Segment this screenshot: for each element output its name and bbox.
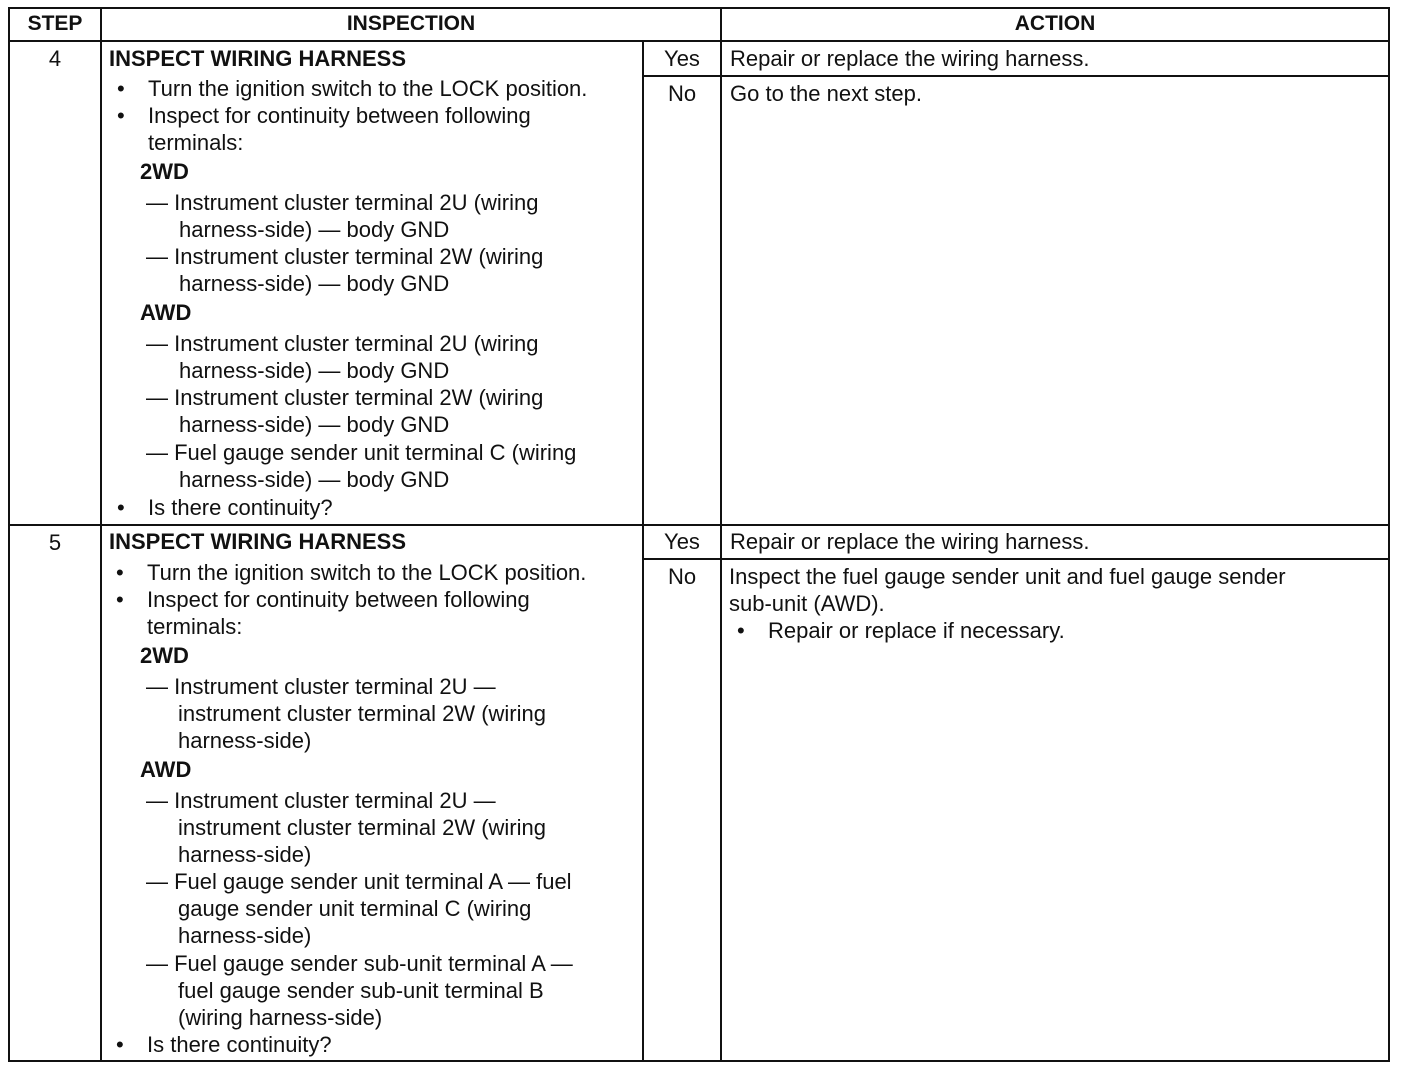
- terminal-item: harness-side) — body GND: [179, 217, 450, 242]
- diagnostic-table: [8, 7, 1390, 1062]
- table-border-top: [8, 7, 1390, 9]
- terminal-item: gauge sender unit terminal C (wiring: [178, 896, 532, 921]
- yes-label: Yes: [664, 529, 700, 554]
- header-divider: [8, 40, 1390, 42]
- inspection-bullet: • Inspect for continuity between following: [148, 102, 531, 129]
- subheading-awd: AWD: [140, 757, 192, 782]
- step-number: 4: [48, 46, 62, 71]
- terminal-item: harness-side) — body GND: [179, 467, 450, 492]
- table-border-bottom: [8, 1060, 1390, 1062]
- header-inspection: INSPECTION: [346, 12, 476, 35]
- terminal-item: — Instrument cluster terminal 2W (wiring: [146, 385, 544, 410]
- terminal-item: harness-side) — body GND: [179, 358, 450, 383]
- no-action: Go to the next step.: [730, 81, 923, 106]
- inspection-question: • Is there continuity?: [147, 1031, 332, 1058]
- action-divider: [720, 7, 722, 1062]
- terminal-item: harness-side) — body GND: [179, 271, 450, 296]
- inspection-text: terminals:: [148, 130, 244, 155]
- no-label: No: [667, 564, 697, 589]
- row-divider: [8, 524, 1390, 526]
- terminal-item: — Fuel gauge sender unit terminal C (wiring: [146, 440, 577, 465]
- subheading-awd: AWD: [140, 300, 192, 325]
- step-divider: [100, 7, 102, 1062]
- terminal-item: — Instrument cluster terminal 2U (wiring: [146, 190, 539, 215]
- inspection-question: • Is there continuity?: [148, 494, 333, 521]
- terminal-item: — Instrument cluster terminal 2U —: [146, 674, 496, 699]
- inspection-bullet: • Turn the ignition switch to the LOCK position.: [147, 559, 586, 586]
- inspection-text: terminals:: [147, 614, 243, 639]
- no-label: No: [667, 81, 697, 106]
- terminal-item: — Fuel gauge sender sub-unit terminal A —: [146, 951, 573, 976]
- subheading-2wd: 2WD: [140, 643, 189, 668]
- inspection-title: INSPECT WIRING HARNESS: [109, 46, 407, 71]
- yes-action: Repair or replace the wiring harness.: [730, 46, 1090, 71]
- subheading-2wd: 2WD: [140, 159, 189, 184]
- header-action: ACTION: [1014, 12, 1096, 35]
- no-action-bullet: • Repair or replace if necessary.: [768, 617, 1065, 644]
- terminal-item: harness-side): [178, 728, 312, 753]
- terminal-item: fuel gauge sender sub-unit terminal B: [178, 978, 544, 1003]
- no-action: sub-unit (AWD).: [729, 591, 885, 616]
- terminal-item: harness-side) — body GND: [179, 412, 450, 437]
- table-border-right: [1388, 7, 1390, 1062]
- step-number: 5: [48, 530, 62, 555]
- terminal-item: instrument cluster terminal 2W (wiring: [178, 815, 546, 840]
- inspection-title: INSPECT WIRING HARNESS: [109, 529, 407, 554]
- terminal-item: — Instrument cluster terminal 2U (wiring: [146, 331, 539, 356]
- terminal-item: — Instrument cluster terminal 2U —: [146, 788, 496, 813]
- yes-action: Repair or replace the wiring harness.: [730, 529, 1090, 554]
- terminal-item: harness-side): [178, 923, 312, 948]
- terminal-item: instrument cluster terminal 2W (wiring: [178, 701, 546, 726]
- terminal-item: (wiring harness-side): [178, 1005, 383, 1030]
- row5-yes-divider: [643, 558, 1390, 560]
- inspection-bullet: • Inspect for continuity between following: [147, 586, 530, 613]
- terminal-item: harness-side): [178, 842, 312, 867]
- terminal-item: — Fuel gauge sender unit terminal A — fuel: [146, 869, 572, 894]
- yes-label: Yes: [664, 46, 700, 71]
- no-action: Inspect the fuel gauge sender unit and fuel gauge sender: [729, 564, 1286, 589]
- terminal-item: — Instrument cluster terminal 2W (wiring: [146, 244, 544, 269]
- inspection-bullet: • Turn the ignition switch to the LOCK position.: [148, 75, 587, 102]
- row4-yes-divider: [643, 75, 1390, 77]
- header-step: STEP: [27, 12, 83, 35]
